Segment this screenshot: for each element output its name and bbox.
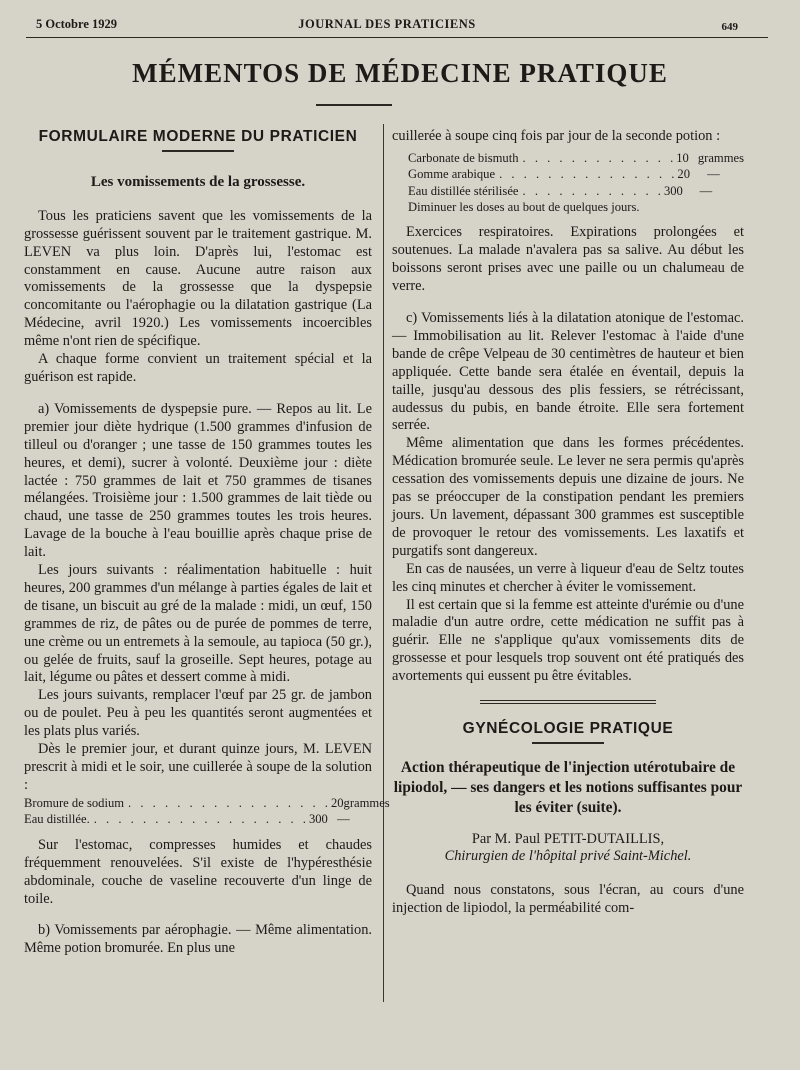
- quantity: 300: [308, 812, 328, 827]
- page-number: 649: [721, 21, 738, 33]
- paragraph: En cas de nausées, un verre à liqueur d'eau de Seltz toutes les cinq minutes et chercher à éviter le vomissement.: [392, 560, 744, 595]
- column-separator: [383, 124, 384, 1002]
- header-rule: [26, 37, 768, 38]
- prescription-row: Eau distillée. . . . . . . . . . . . . . . . . . . 300 —: [24, 811, 372, 828]
- paragraph: Même alimentation que dans les formes précédentes. Médication bromurée seule. Le lever ne sera permis qu'après cessation des vomissements depuis une dizaine de jours. Ne pas se préoccuper de la constipation pendant les premiers jours. Un lavement, dépassant 300 grammes est susceptible de provoquer le retour des vomissements. Les laxatifs et purgatifs sont dangereux.: [392, 435, 744, 559]
- paragraph: a) Vomissements de dyspepsie pure. — Repos au lit. Le premier jour diète hydrique (1.500 grammes d'infusion de tilleul ou d'oranger ; une tasse de 150 grammes toutes les heures, et demi), sucrer à volonté. Deuxième jour : diète lactée : 750 grammes de lait et 750 grammes de tisanes mélangées. Troisième jour : 1.500 grammes de lait tiède ou chaud, une tasse de 250 grammes toutes les trois heures. Lavage de la bouche à l'eau bouillie après chaque prise de lait.: [24, 400, 372, 561]
- paragraph: A chaque forme convient un traitement spécial et la guérison est rapide.: [24, 351, 372, 385]
- paragraph: cuillerée à soupe cinq fois par jour de la seconde potion :: [392, 128, 721, 144]
- unit: grammes: [343, 795, 390, 810]
- quantity: 300: [663, 183, 683, 198]
- paragraph: Il est certain que si la femme est atteinte d'urémie ou d'une maladie d'un autre ordre, cette médication ne suffit pas à guérir. Elle ne s'applique qu'aux vomissements dits de grossesse et pour lesquels trop souvent ont été pratiqués des avortements qui eussent pu être évitables.: [392, 596, 744, 685]
- section-title: GYNÉCOLOGIE PRATIQUE: [462, 720, 674, 738]
- masthead-rule: [316, 104, 392, 106]
- paragraph: Les jours suivants : réalimentation habituelle : huit heures, 200 grammes d'un mélange à parties égales de lait et de tisane, un biscuit au gré de la malade : midi, un œuf, 150 grammes de riz, de pâtes ou de purée de pommes de terre, une crème ou un entremets à la semoule, au tapioca (50 gr.), ou gelée de fruits, sauf la groseille. Sept heures, potage au lait, légume ou pâtes et dessert comme à midi.: [24, 562, 372, 686]
- masthead-title: MÉMENTOS DE MÉDECINE PRATIQUE: [132, 58, 668, 88]
- journal-name: JOURNAL DES PRATICIENS: [298, 17, 476, 31]
- quantity: 20: [330, 795, 344, 810]
- prescription-row: Bromure de sodium . . . . . . . . . . . . . . . . . 20 grammes: [24, 795, 390, 810]
- prescription-row: Carbonate de bismuth . . . . . . . . . . . . . 10 grammes: [408, 150, 744, 165]
- author-byline: Par M. Paul PETIT-DUTAILLIS,: [471, 830, 665, 847]
- article-title: Action thérapeutique de l'injection utérotubaire de lipiodol, — ses dangers et les notions suffisantes pour les éviter (suite).: [393, 758, 743, 816]
- running-head: [36, 17, 738, 35]
- issue-date: 5 Octobre 1929: [36, 17, 118, 31]
- prescription-list: [24, 795, 390, 828]
- unit: —: [337, 812, 350, 827]
- paragraph: Quand nous constatons, sous l'écran, au cours d'une injection de lipiodol, la perméabilité com-: [392, 881, 744, 916]
- quantity: 10: [676, 150, 689, 165]
- ingredient: Eau distillée.: [24, 812, 90, 827]
- quantity: 20: [677, 167, 690, 182]
- left-column: [24, 128, 390, 958]
- article-subtitle: Les vomissements de la grossesse.: [90, 173, 306, 190]
- unit: —: [707, 167, 720, 182]
- section-title: FORMULAIRE MODERNE DU PRATICIEN: [38, 128, 358, 145]
- prescription-row: Gomme arabique . . . . . . . . . . . . . . . 20 —: [408, 166, 744, 183]
- paragraph: Tous les praticiens savent que les vomissements de la grossesse guérissent souvent par le traitement gastrique. M. LEVEN va plus loin. D'après lui, l'estomac est constamment en cause. Aucune autre raison aux vomissements de la grossesse que la dyspepsie concomitante ou l'aérophagie ou la dilatation gastrique (La Médecine, avril 1920.) Les vomissements incoercibles même n'ont rien de spécifique.: [24, 207, 372, 350]
- prescription-row: Eau distillée stérilisée . . . . . . . . . . . . 300 —: [408, 183, 744, 200]
- right-column: [392, 128, 744, 918]
- paragraph: Exercices respiratoires. Expirations prolongées et soutenues. La malade n'avalera pas sa salive. Au début les boissons seront prises avec une paille ou un chalumeau de verre.: [392, 224, 744, 295]
- section-rule: [162, 150, 234, 152]
- paragraph: Les jours suivants, remplacer l'œuf par 25 gr. de jambon ou de poulet. Peu à peu les quantités seront augmentées et les plats plus variés.: [24, 687, 372, 740]
- author-affiliation: Chirurgien de l'hôpital privé Saint-Michel.: [444, 847, 692, 864]
- ingredient: Bromure de sodium: [24, 795, 125, 810]
- ingredient: Gomme arabique: [408, 167, 496, 182]
- ingredient: Carbonate de bismuth: [408, 150, 519, 165]
- paragraph: c) Vomissements liés à la dilatation atonique de l'estomac. — Immobilisation au lit. Relever l'estomac à l'aide d'une bande de crêpe Velpeau de 30 centimètres de hauteur et bien appliquée. Cette bande sera étalée en éventail, depuis la taille, jusqu'au dessous des plis fessiers, se rétrécissant, audessus du pubis, en bande étroite. Elle sera fortement serrée.: [392, 310, 744, 434]
- unit: —: [699, 183, 713, 198]
- paragraph: Dès le premier jour, et durant quinze jours, M. LEVEN prescrit à midi et le soir, une cuillerée à soupe de la solution :: [24, 741, 372, 793]
- paragraph: Sur l'estomac, compresses humides et chaudes fréquemment renouvelées. S'il existe de l'hypéresthésie abdominale, couche de vaseline recouverte d'un linge de toile.: [24, 836, 372, 907]
- paragraph: b) Vomissements par aérophagie. — Même alimentation. Même potion bromurée. En plus une: [24, 922, 372, 957]
- dose-note: Diminuer les doses au bout de quelques jours.: [408, 200, 640, 215]
- prescription-list: [408, 150, 744, 200]
- unit: grammes: [697, 150, 744, 165]
- ingredient: Eau distillée stérilisée: [408, 183, 519, 198]
